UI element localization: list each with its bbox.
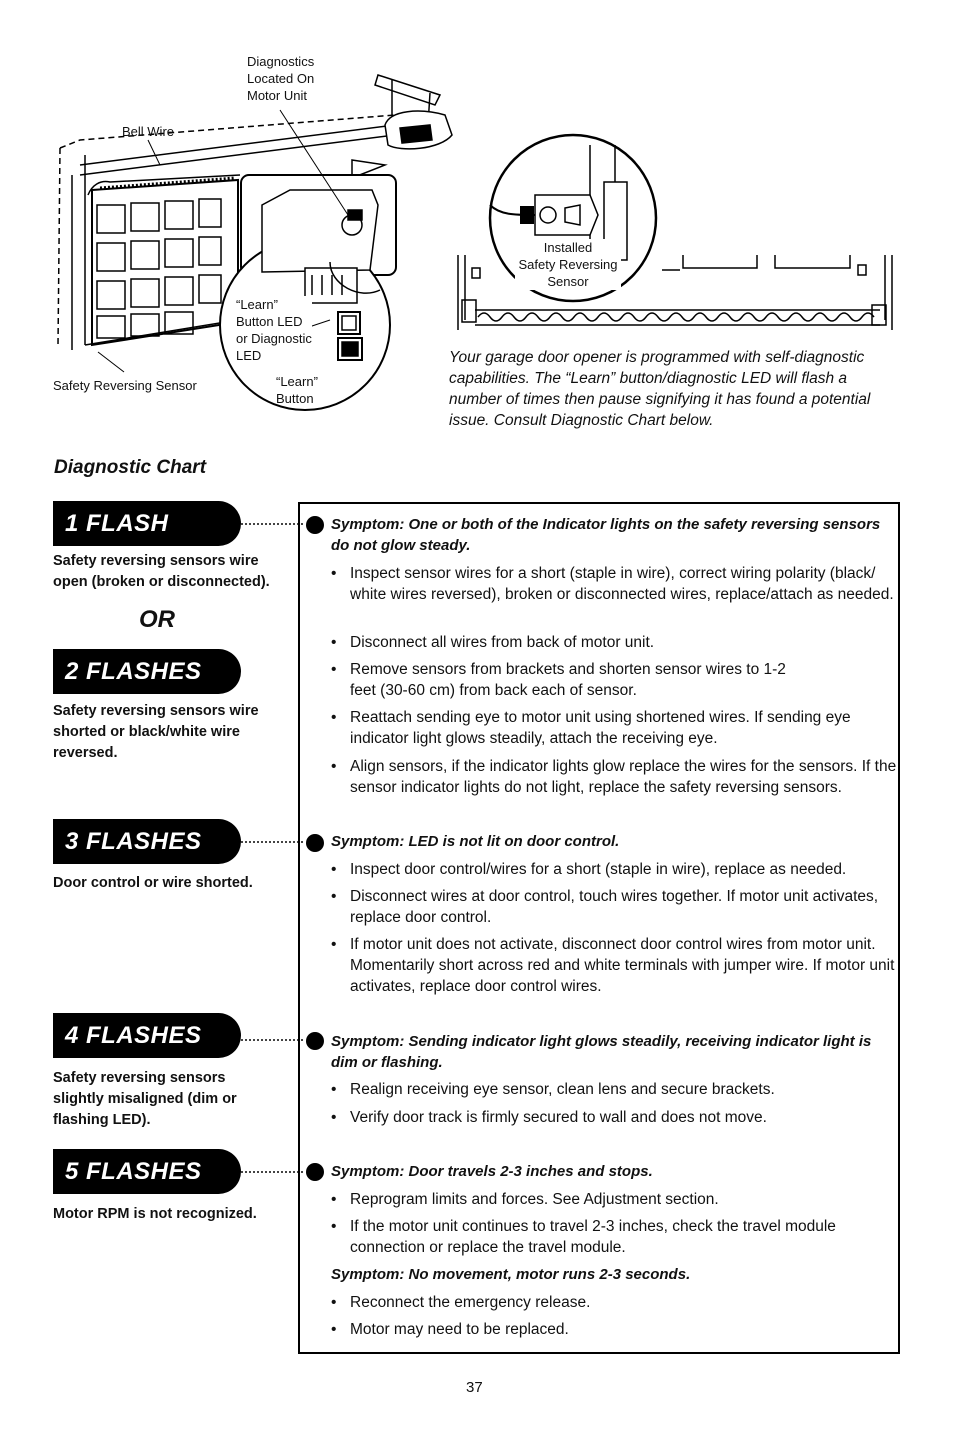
flash-code-1-desc: Safety reversing sensors wire open (broken or disconnected).	[53, 553, 270, 590]
chart-title: Diagnostic Chart	[54, 457, 207, 478]
flash-code-1: 1 FLASH	[53, 501, 241, 546]
symptom-title: Symptom: Door travels 2-3 inches and stops.	[331, 1163, 653, 1180]
symptom-bullet: • Realign receiving eye sensor, clean lens and secure brackets.	[331, 1079, 897, 1100]
learn-button-label: “Learn” Button	[276, 374, 318, 406]
symptom-title: Symptom: No movement, motor runs 2-3 seconds.	[331, 1266, 691, 1283]
diagnostic-caption: Your garage door opener is programmed with self-diagnostic capabilities. The “Learn” button/diagnostic LED will flash a number of times then pause signifying it has found a potential issue. Consult Diagnostic Chart below.	[449, 349, 871, 429]
symptom-bullet: • Reconnect the emergency release.	[331, 1292, 897, 1313]
flash-code-2: 2 FLASHES	[53, 649, 241, 694]
installed-sensor-label: Installed Safety Reversing Sensor	[515, 239, 621, 290]
symptom-bullet: • Reprogram limits and forces. See Adjustment section.	[331, 1189, 897, 1210]
door-panels	[97, 199, 221, 338]
symptom-bullet: • Inspect sensor wires for a short (staple in wire), correct wiring polarity (black/ white wires reversed), broken or disconnected wires, replace/attach as needed.	[331, 563, 897, 605]
symptom-title: Symptom: One or both of the Indicator lights on the safety reversing sensors do not glow steady.	[331, 516, 881, 554]
page-number: 37	[466, 1379, 483, 1396]
symptom-title: Symptom: LED is not lit on door control.	[331, 833, 620, 850]
leader-line	[241, 1171, 303, 1173]
flash-code-3-desc: Door control or wire shorted.	[53, 875, 253, 891]
safety-sensor-label: Safety Reversing Sensor	[53, 378, 197, 393]
symptom-bullet: • If the motor unit continues to travel 2-3 inches, check the travel module connection or replace the travel module.	[331, 1216, 897, 1258]
flash-code-4: 4 FLASHES	[53, 1013, 241, 1058]
flash-code-3: 3 FLASHES	[53, 819, 241, 864]
flash-code-5-desc: Motor RPM is not recognized.	[53, 1206, 257, 1222]
flash-code-4-desc: Safety reversing sensors slightly misaligned (dim or flashing LED).	[53, 1070, 237, 1128]
diagnostics-label: Diagnostics Located On Motor Unit	[247, 54, 315, 103]
symptom-bullet: • Verify door track is firmly secured to wall and does not move.	[331, 1107, 897, 1128]
bell-wire-label: Bell Wire	[122, 124, 175, 139]
leader-line	[241, 841, 303, 843]
motor-unit	[375, 75, 452, 149]
symptom-bullet: • Align sensors, if the indicator lights glow replace the wires for the sensors. If the sensor indicator lights do not light, replace the safety reversing sensors.	[331, 756, 897, 798]
leader-line	[241, 1039, 303, 1041]
or-label: OR	[139, 606, 175, 633]
symptom-bullet: • Disconnect wires at door control, touch wires together. If motor unit activates, replace door control.	[331, 886, 897, 928]
symptom-bullet: • Motor may need to be replaced.	[331, 1319, 897, 1340]
symptom-bullet: • Reattach sending eye to motor unit using shortened wires. If sending eye indicator light glows steadily, attach the receiving eye.	[331, 707, 897, 749]
leader-line	[241, 523, 303, 525]
flash-code-2-desc: Safety reversing sensors wire shorted or black/white wire reversed.	[53, 703, 259, 761]
symptom-bullet: • If motor unit does not activate, disconnect door control wires from motor unit. Momentarily short across red and white terminals with jumper wire. If motor unit activates, replace door control wires.	[331, 934, 897, 997]
symptom-bullet: • Inspect door control/wires for a short (staple in wire), replace as needed.	[331, 859, 897, 880]
learn-led-label: “Learn” Button LED or Diagnostic LED	[236, 297, 312, 363]
flash-code-5: 5 FLASHES	[53, 1149, 241, 1194]
symptom-bullet: • Remove sensors from brackets and shorten sensor wires to 1-2 feet (30-60 cm) from back each of sensor.	[331, 659, 801, 701]
symptom-title: Symptom: Sending indicator light glows steadily, receiving indicator light is dim or flashing.	[331, 1033, 872, 1071]
symptom-bullet: • Disconnect all wires from back of motor unit.	[331, 632, 897, 653]
